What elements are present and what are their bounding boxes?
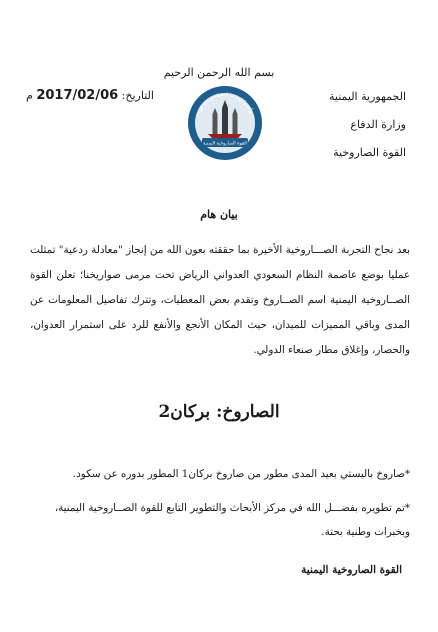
date-line — [26, 88, 154, 103]
notes-block — [24, 462, 410, 554]
missile-label: الصاروخ: بركان — [170, 402, 280, 422]
org-line-republic: الجمهورية اليمنية — [328, 90, 406, 103]
missile-number: 2 — [158, 402, 171, 422]
emblem-base — [208, 134, 242, 138]
signature: القوة الصاروخية اليمنية — [301, 564, 402, 576]
emblem-text-bottom: القوة الصاروخية اليمنية — [203, 141, 247, 147]
date-suffix: م — [26, 89, 33, 102]
org-line-force: القوة الصاروخية — [333, 146, 406, 159]
date-value: 2017/02/06 — [36, 88, 119, 103]
emblem-graphic — [186, 84, 264, 162]
note-item: *صاروخ باليستي بعيد المدى مطور من صاروخ بركان1 المطور بدوره عن سكود. — [72, 468, 410, 480]
note-item: *تم تطويره بفضـــل الله في مركز الأبحاث والتطوير التابع للقوة الصــاروخية اليمنية، وبخبرات وطنية بحتة. — [54, 502, 410, 538]
missile-title — [0, 402, 438, 422]
date-label: التاريخ: — [121, 89, 154, 102]
statement-paragraph: بعد نجاح التجربة الصـــاروخية الأخيرة بما حققته بعون الله من إنجاز "معادلة ردعية" تمثلت عمليا بوضع عاصمة النظام السعودي العدواني الرياض تحت مرمى صواريخنا؛ تعلن القوة الصــاروخية اليمنية اسم الصــاروخ وتقدم بعض المعطيات، وتترك تفاصيل المعلومات عن المدى وباقي المميزات للميدان، حيث المكان الأنجع والأنفع للرد على استمرار العدوان، والحصار، وإغلاق مطار صنعاء الدولي. — [30, 244, 410, 356]
organization-block — [266, 83, 406, 167]
emblem-text-top: وأعدوا لهم ما استطعتم من قوة — [196, 91, 254, 115]
basmala: بسم الله الرحمن الرحيم — [163, 66, 275, 79]
missile-force-emblem-icon — [186, 84, 264, 162]
statement-heading: بيان هام — [200, 208, 238, 221]
org-line-ministry: وزارة الدفاع — [350, 118, 406, 131]
